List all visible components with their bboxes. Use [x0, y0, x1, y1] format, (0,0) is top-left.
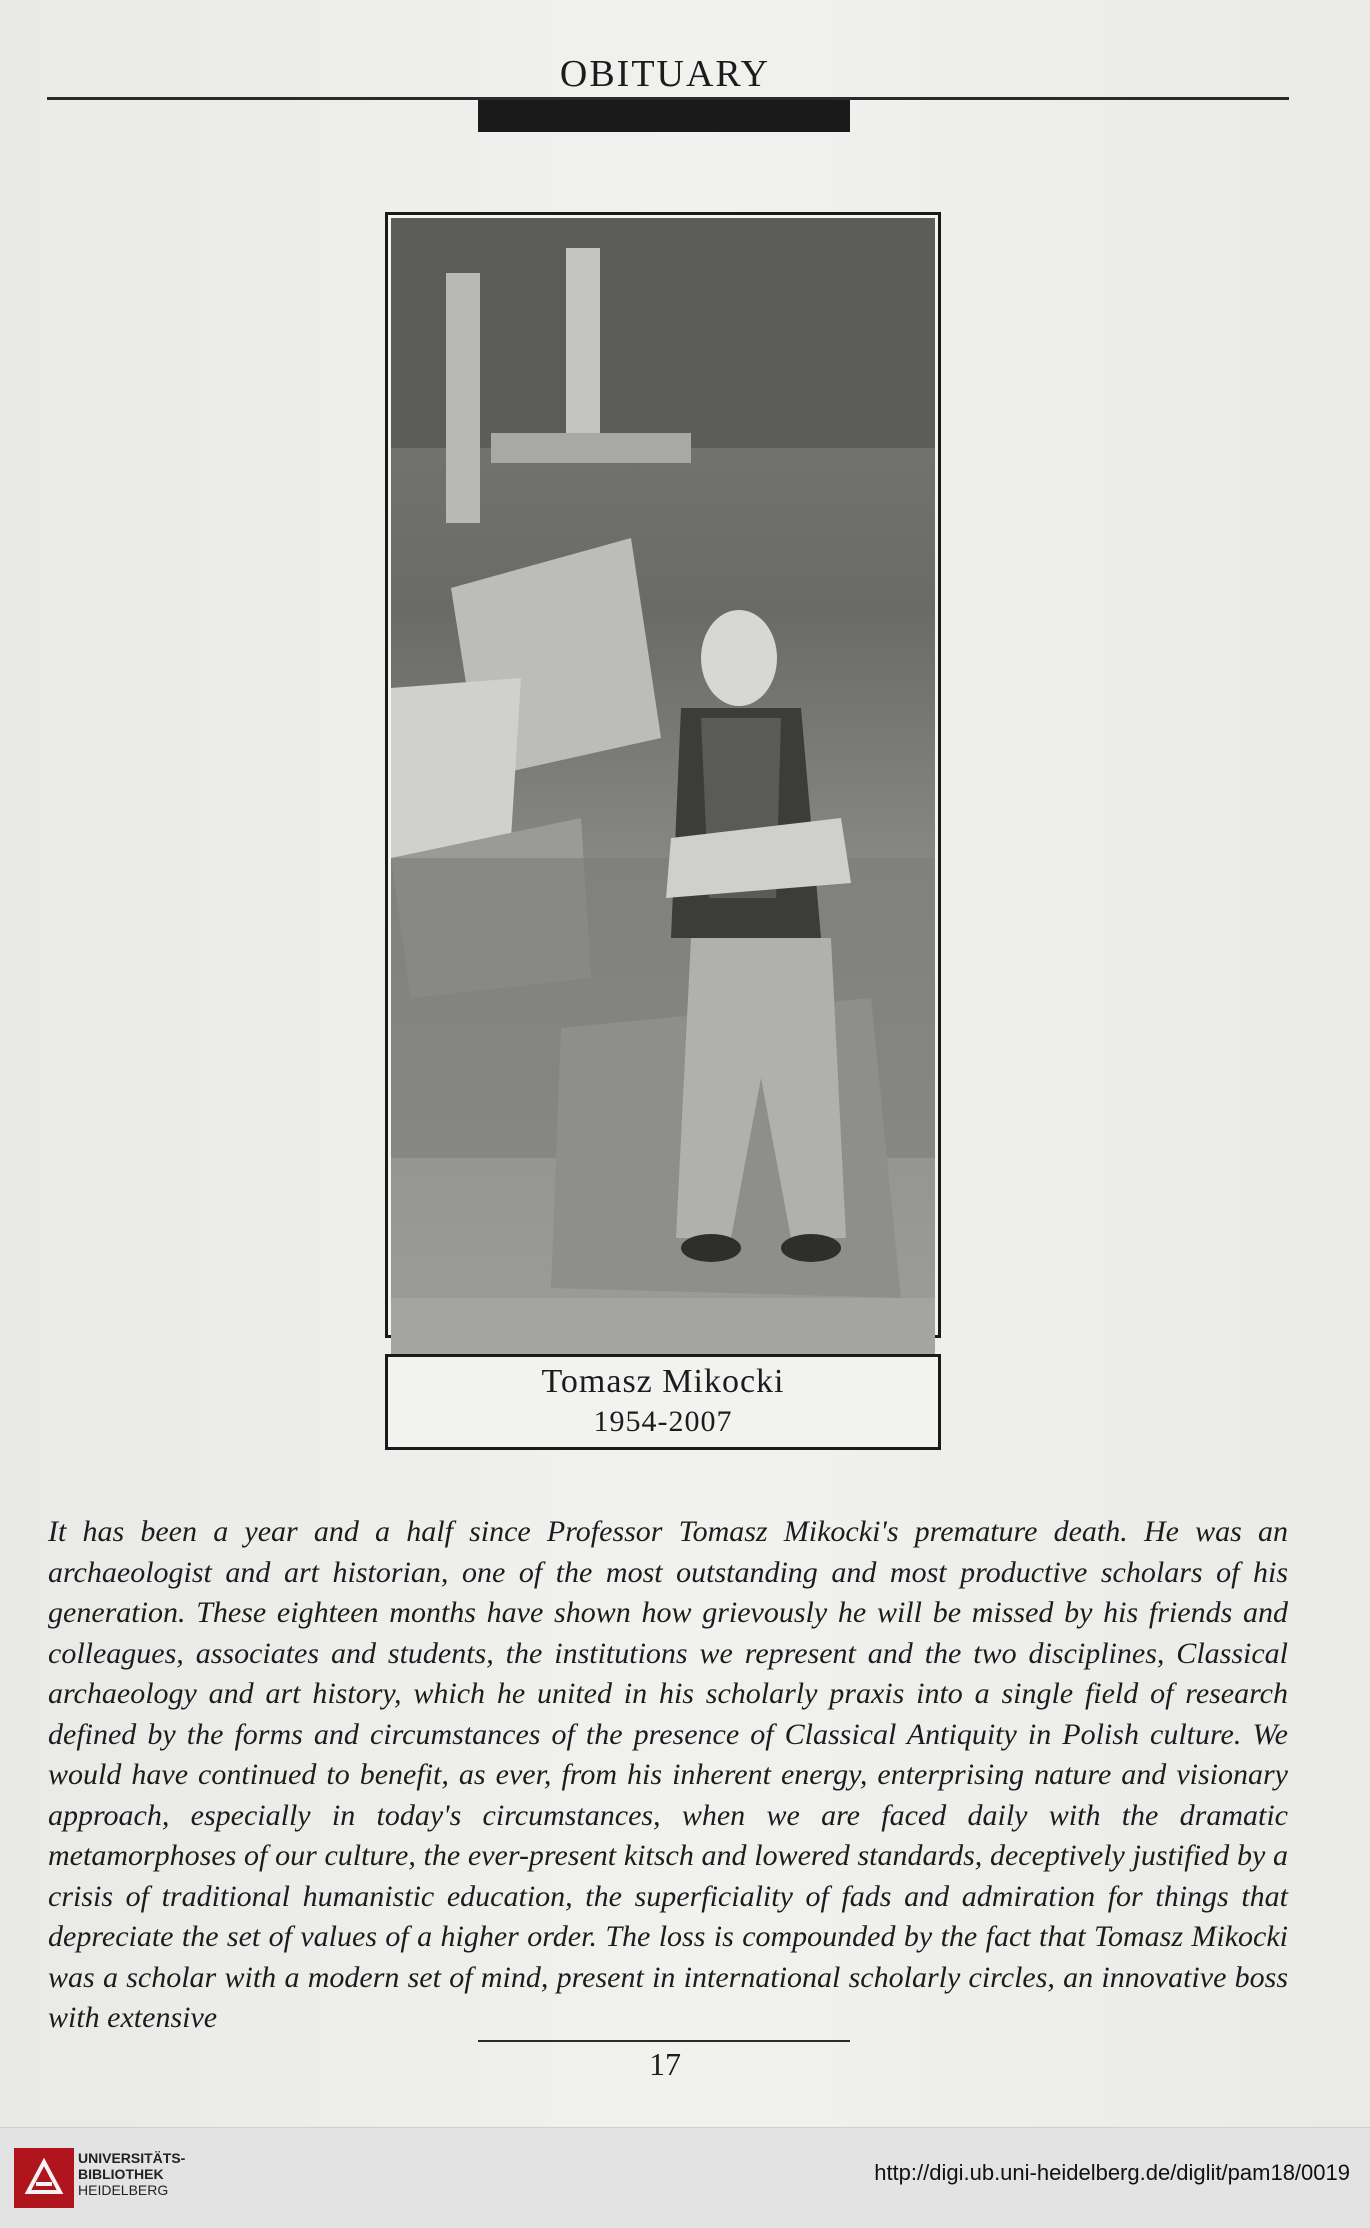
digitization-footer — [0, 2127, 1370, 2228]
portrait-photo — [391, 218, 935, 1360]
portrait-photo-frame — [385, 212, 941, 1338]
university-library-logo-icon — [14, 2148, 74, 2208]
library-name — [78, 2150, 185, 2198]
library-name-line3: HEIDELBERG — [78, 2182, 169, 2198]
page-number: 17 — [649, 2046, 681, 2082]
obituary-paragraph: It has been a year and a half since Professor Tomasz Mikocki's premature death. He was an archaeologist and art historian, one of the most outstanding and most productive scholars of his generation. These eighteen months have shown how grievously he will be missed by his friends and colleagues, associates and students, the institutions we represent and the two disciplines, Classical archaeology and art history, which he united in his scholarly praxis into a single field of research defined by the forms and circumstances of the presence of Classical Antiquity in Polish culture. We would have continued to benefit, as ever, from his inherent energy, enterprising nature and visionary approach, especially in today's circumstances, when we are faced daily with the dramatic metamorphoses of our culture, the ever-present kitsch and lowered standards, deceptively justified by a crisis of traditional humanistic education, the superficiality of fads and admiration for things that depreciate the set of values of a higher order. The loss is compounded by the fact that Tomasz Mikocki was a scholar with a modern set of mind, present in international scholarly circles, an innovative boss with extensive — [48, 1515, 1288, 2034]
library-name-line1: UNIVERSITÄTS- — [78, 2150, 186, 2166]
footer-rule — [478, 2040, 850, 2042]
caption-years: 1954-2007 — [593, 1405, 733, 1438]
source-url-link[interactable]: http://digi.ub.uni-heidelberg.de/diglit/pam18/0019 — [874, 2160, 1350, 2185]
photo-caption — [385, 1354, 941, 1450]
header-bar — [478, 100, 850, 132]
library-name-line2: BIBLIOTHEK — [78, 2166, 164, 2182]
page-header-title: OBITUARY — [559, 53, 771, 95]
caption-name: Tomasz Mikocki — [541, 1363, 785, 1400]
